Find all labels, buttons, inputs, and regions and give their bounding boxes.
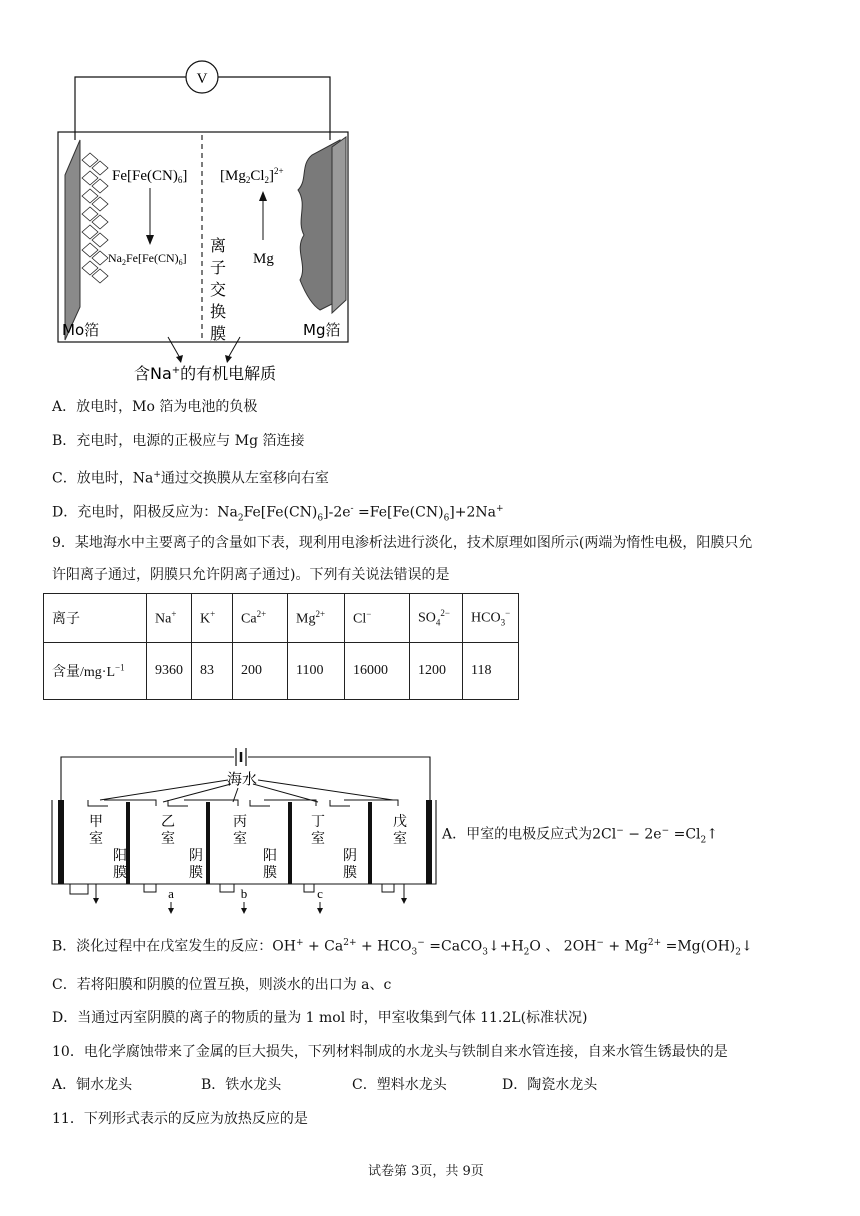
- table-header-cell: $SO_4^{2-}$: [410, 594, 463, 643]
- q8-option-d: D．充电时，阳极反应为：$Na_2Fe[Fe(CN)_6]-2e^- =Fe[Fe(CN)_6]+2Na^+$: [52, 504, 504, 524]
- table-cell: 9360: [147, 643, 192, 700]
- svg-text:阴: 阴: [189, 848, 203, 864]
- mo-foil-label: Mo箔: [62, 321, 100, 339]
- svg-text:膜: 膜: [343, 865, 357, 881]
- q8-option-c: C．放电时，Na+通过交换膜从左室移向右室: [52, 470, 329, 487]
- left-electrode: [58, 800, 64, 884]
- svg-text:a: a: [168, 886, 174, 901]
- svg-text:室: 室: [161, 831, 175, 847]
- svg-text:膜: 膜: [113, 865, 127, 881]
- svg-text:室: 室: [393, 831, 407, 847]
- battery-diagram: [50, 55, 360, 385]
- q9-stem-line2: 许阳离子通过，阴膜只允许阴离子通过)。下列有关说法错误的是: [52, 567, 450, 583]
- svg-text:交: 交: [209, 280, 227, 299]
- svg-text:b: b: [240, 886, 248, 901]
- q10-option-b: B．铁水龙头: [201, 1077, 282, 1093]
- page-footer: 试卷第 3页，共 9页: [368, 1164, 484, 1179]
- electrodialysis-diagram: [48, 742, 440, 917]
- svg-text:子: 子: [209, 258, 227, 277]
- mo-foil-electrode: [65, 140, 80, 340]
- table-row-label: 含量$/mg\cdot L^{-1}$: [44, 643, 147, 700]
- table-cell: 1200: [410, 643, 463, 700]
- svg-text:甲: 甲: [89, 814, 103, 830]
- table-header-cell: Na+: [147, 594, 192, 643]
- svg-text:室: 室: [233, 831, 247, 847]
- table-cell: 16000: [345, 643, 410, 700]
- q10-option-a: A．铜水龙头: [52, 1077, 133, 1093]
- svg-text:丁: 丁: [311, 814, 325, 830]
- table-header-cell: $Mg^{2+}$: [288, 594, 345, 643]
- table-header-cell: $HCO_3^-$: [463, 594, 519, 643]
- svg-text:c: c: [317, 886, 323, 901]
- voltmeter-label: V: [196, 71, 208, 87]
- table-header-cell: $Ca^{2+}$: [233, 594, 288, 643]
- table-cell: 1100: [288, 643, 345, 700]
- left-formula-bottom: $Na_2Fe[Fe(CN)_6]$: [108, 251, 187, 267]
- table-cell: 83: [192, 643, 233, 700]
- q8-option-b: B．充电时，电源的正极应与 Mg 箔连接: [52, 433, 305, 449]
- q9-stem-line1: 9．某地海水中主要离子的含量如下表，现利用电渗析法进行淡化，技术原理如图所示(两端为惰性电极，阳膜只允: [52, 535, 753, 551]
- membrane-label: [210, 236, 226, 343]
- svg-text:室: 室: [89, 831, 103, 847]
- right-formula-top: $[Mg_2Cl_2]^{2+}$: [220, 166, 284, 185]
- svg-text:乙: 乙: [161, 814, 175, 830]
- svg-text:离: 离: [209, 236, 227, 255]
- q10-option-d: D．陶瓷水龙头: [502, 1077, 598, 1093]
- svg-text:阴: 阴: [343, 848, 357, 864]
- svg-text:戊: 戊: [393, 814, 407, 830]
- q9-option-b: B．淡化过程中在戊室发生的反应：$OH^+ + Ca^{2+} + HCO_3^-$ $=CaCO_3↓+H_2O$ 、 $2OH^- + Mg^{2+}$ $=Mg(OH)_2↓$: [52, 938, 753, 958]
- right-electrode: [426, 800, 432, 884]
- q10-stem: 10．电化学腐蚀带来了金属的巨大损失，下列材料制成的水龙头与铁制自来水管连接，自来水管生锈最快的是: [52, 1044, 728, 1060]
- svg-text:膜: 膜: [189, 865, 203, 881]
- svg-text:阳: 阳: [113, 848, 127, 864]
- q9-option-d: D．当通过丙室阴膜的离子的物质的量为 1 mol 时，甲室收集到气体 11.2L(标准状况): [52, 1010, 588, 1026]
- table-cell: 118: [463, 643, 519, 700]
- table-cell: 200: [233, 643, 288, 700]
- right-metal-label: Mg: [253, 251, 274, 267]
- ion-content-table: [43, 593, 519, 700]
- q9-option-c: C．若将阳膜和阴膜的位置互换，则淡水的出口为 a、c: [52, 977, 392, 993]
- table-header-cell: 离子: [44, 594, 147, 643]
- mg-foil-label: Mg箔: [303, 321, 341, 339]
- q9-option-a: A．甲室的电极反应式为$2Cl^- - 2e^- =Cl_2↑$: [442, 826, 718, 846]
- svg-text:换: 换: [209, 302, 227, 321]
- svg-text:膜: 膜: [209, 324, 227, 343]
- q10-option-c: C．塑料水龙头: [352, 1077, 447, 1093]
- table-header-cell: Cl−: [345, 594, 410, 643]
- svg-text:丙: 丙: [233, 814, 247, 830]
- q11-stem: 11．下列形式表示的反应为放热反应的是: [52, 1111, 308, 1127]
- svg-text:阳: 阳: [263, 848, 277, 864]
- left-formula-top: $Fe[Fe(CN)_6]$: [112, 168, 188, 185]
- svg-text:膜: 膜: [263, 865, 277, 881]
- table-header-cell: K+: [192, 594, 233, 643]
- seawater-label: 海水: [226, 770, 258, 788]
- q8-option-a: A．放电时，Mo 箔为电池的负极: [52, 399, 258, 415]
- electrolyte-label: 含Na+的有机电解质: [134, 364, 277, 383]
- svg-text:室: 室: [311, 831, 325, 847]
